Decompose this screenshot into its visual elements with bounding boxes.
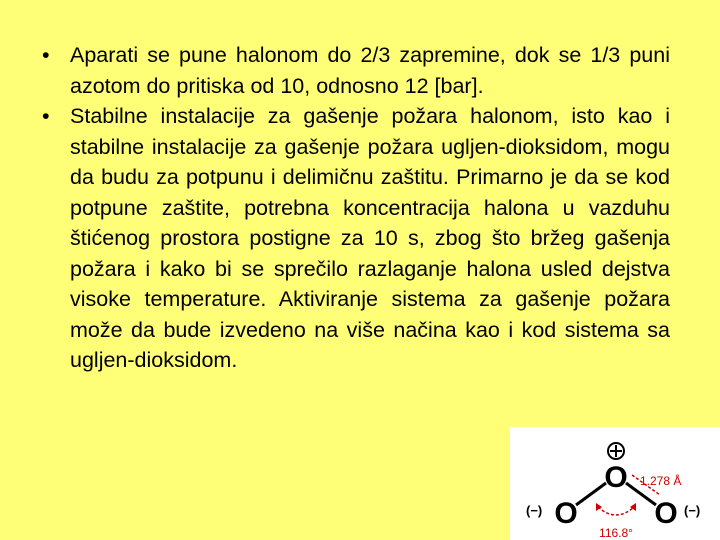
oxygen-atom-left: O (554, 497, 578, 530)
bullet-text: Aparati se pune halonom do 2/3 zapremine, dok se 1/3 puni azotom do pritiska od 10, odnosno 12 [bar]. (70, 43, 670, 98)
molecule-diagram (510, 427, 720, 540)
bullet-item (42, 40, 670, 101)
bullet-marker: • (42, 104, 50, 128)
bond-line-left (576, 483, 606, 505)
bond-length-label: 1.278 Å (640, 474, 682, 488)
bullet-item (42, 101, 670, 376)
oxygen-atom-center: O (604, 461, 628, 494)
angle-arrow-left (596, 503, 602, 511)
bullet-text: Stabilne instalacije za gašenje požara halonom, isto kao i stabilne instalacije za gašenje požara ugljen-dioksidom, mogu da budu za potpunu i delimičnu zaštitu. Primarno je da se kod potpune zaštite, potrebna koncentracija halona u vazduhu štićenog prostora postigne za 10 s, zbog što bržeg gašenja požara i kako bi se sprečilo razlaganje halona usled dejstva visoke temperature. Aktiviranje sistema za gašenje požara može da bude izvedeno na više načina kao i kod sistema sa ugljen-dioksidom. (70, 104, 670, 372)
negative-charge-right: (−) (684, 503, 701, 518)
negative-charge-left: (−) (526, 503, 543, 518)
ozone-molecule-figure (510, 427, 720, 540)
bullet-list (42, 40, 670, 376)
bond-angle-arc (598, 507, 634, 515)
bond-angle-label: 116.8° (599, 526, 633, 540)
oxygen-atom-right: O (654, 497, 678, 530)
bullet-marker: • (42, 43, 50, 67)
positive-charge-icon (608, 443, 624, 459)
